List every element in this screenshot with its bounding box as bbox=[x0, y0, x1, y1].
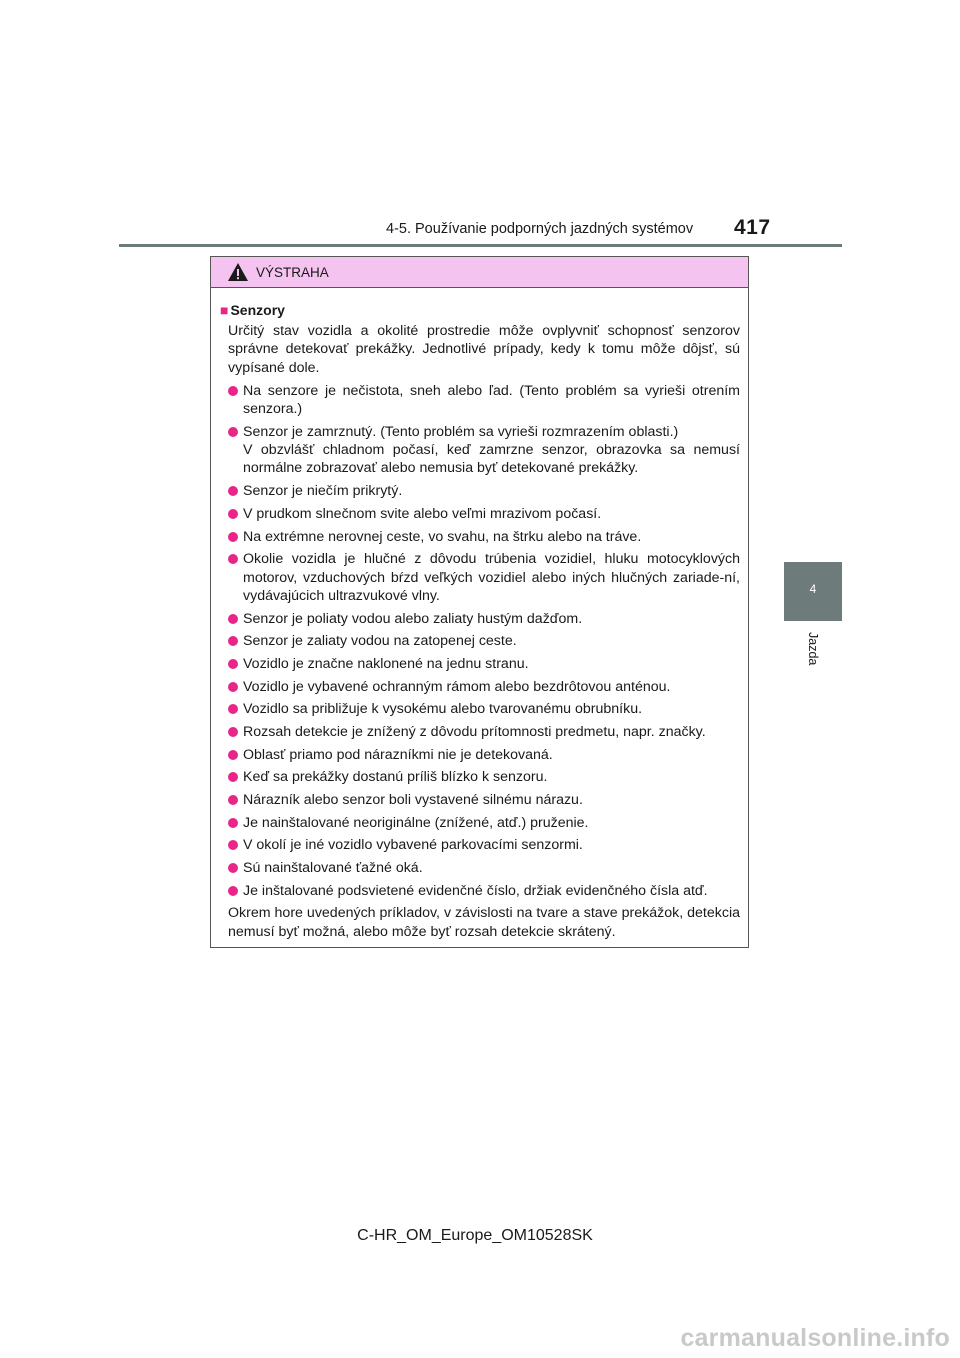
list-item bbox=[228, 768, 740, 786]
bullet-dot-icon bbox=[228, 727, 238, 737]
warning-body bbox=[211, 288, 748, 941]
section-title: 4-5. Používanie podporných jazdných systémov bbox=[386, 221, 694, 237]
intro-paragraph: Určitý stav vozidla a okolité prostredie môže ovplyvniť schopnosť senzorov správne detekovať prekážky. Jednotlivé prípady, kedy k tomu môže dôjsť, sú vypísané dole. bbox=[228, 323, 740, 376]
section-heading bbox=[220, 301, 740, 319]
bullet-dot-icon bbox=[228, 863, 238, 873]
list-item bbox=[228, 423, 740, 478]
bullet-dot-icon bbox=[228, 818, 238, 828]
list-item-text: Oblasť priamo pod nárazníkmi nie je detekovaná. bbox=[243, 746, 553, 763]
bullet-dot-icon bbox=[228, 614, 238, 624]
bullet-dot-icon bbox=[228, 772, 238, 782]
list-item-text: Okolie vozidla je hlučné z dôvodu trúbenia vozidiel, hluku motocyklových motorov, vzduchových bŕzd veľkých vozidiel alebo iných hlučných zariade-ní, vydávajúcich ultrazvukové vlny. bbox=[243, 551, 740, 604]
list-item bbox=[228, 836, 740, 854]
list-item-text: Vozidlo je značne naklonené na jednu stranu. bbox=[243, 655, 529, 672]
list-item-subtext: V obzvlášť chladnom počasí, keď zamrzne senzor, obrazovka sa nemusí normálne zobrazovať alebo nemusia byť detekované prekážky. bbox=[243, 442, 740, 477]
bullet-dot-icon bbox=[228, 795, 238, 805]
header-divider bbox=[119, 244, 842, 247]
section-heading-text: Senzory bbox=[230, 302, 285, 318]
list-item-text: Je nainštalované neoriginálne (znížené, atď.) pruženie. bbox=[243, 814, 589, 831]
list-item bbox=[228, 700, 740, 718]
list-item bbox=[228, 550, 740, 605]
list-item-text: Senzor je poliaty vodou alebo zaliaty hustým dažďom. bbox=[243, 610, 583, 627]
document-code bbox=[0, 1227, 960, 1245]
list-item bbox=[228, 859, 740, 877]
list-item-text: Keď sa prekážky dostanú príliš blízko k senzoru. bbox=[243, 769, 548, 786]
list-item-text: V okolí je iné vozidlo vybavené parkovacími senzormi. bbox=[243, 837, 583, 854]
bullet-dot-icon bbox=[228, 509, 238, 519]
list-item-text: Nárazník alebo senzor boli vystavené silnému nárazu. bbox=[243, 792, 583, 808]
bullet-dot-icon bbox=[228, 427, 238, 437]
bullet-dot-icon bbox=[228, 386, 238, 396]
chapter-label bbox=[796, 632, 830, 682]
list-item-text: Vozidlo sa približuje k vysokému alebo tvarovanému obrubníku. bbox=[243, 701, 643, 718]
bullet-dot-icon bbox=[228, 486, 238, 496]
list-item bbox=[228, 610, 740, 628]
list-item bbox=[228, 882, 740, 900]
bullet-dot-icon bbox=[228, 636, 238, 646]
bullet-dot-icon bbox=[228, 886, 238, 896]
warning-title: VÝSTRAHA bbox=[256, 264, 329, 280]
list-item-text: Senzor je zaliaty vodou na zatopenej ceste. bbox=[243, 633, 517, 650]
list-item bbox=[228, 791, 740, 809]
chapter-tab bbox=[784, 562, 842, 621]
list-item-text: Sú nainštalované ťažné oká. bbox=[243, 860, 423, 877]
bullet-dot-icon bbox=[228, 659, 238, 669]
list-item-text: Na extrémne nerovnej ceste, vo svahu, na štrku alebo na tráve. bbox=[243, 528, 642, 545]
list-item-text: Je inštalované podsvietené evidenčné číslo, držiak evidenčného čísla atď. bbox=[243, 882, 708, 899]
chapter-label-text: Jazda bbox=[806, 632, 820, 666]
list-item-text: Senzor je niečím prikrytý. bbox=[243, 483, 403, 500]
chapter-number: 4 bbox=[809, 582, 817, 596]
bullet-dot-icon bbox=[228, 840, 238, 850]
document-code-text: C-HR_OM_Europe_OM10528SK bbox=[357, 1227, 593, 1244]
list-item bbox=[228, 382, 740, 419]
watermark: carmanualsonline.info bbox=[680, 1324, 950, 1352]
bullet-dot-icon bbox=[228, 554, 238, 564]
bullet-dot-icon bbox=[228, 750, 238, 760]
list-item bbox=[228, 482, 740, 500]
warning-box bbox=[210, 256, 749, 948]
list-item-text: Senzor je zamrznutý. (Tento problém sa vyrieši rozmrazením oblasti.) bbox=[243, 423, 679, 440]
list-item-text: Vozidlo je vybavené ochranným rámom alebo bezdrôtovou anténou. bbox=[243, 678, 671, 695]
bullet-dot-icon bbox=[228, 682, 238, 692]
list-item bbox=[228, 655, 740, 673]
list-item-text: V prudkom slnečnom svite alebo veľmi mrazivom počasí. bbox=[243, 505, 602, 522]
warning-header bbox=[211, 257, 748, 288]
list-item bbox=[228, 528, 740, 546]
list-item bbox=[228, 723, 740, 741]
list-item bbox=[228, 814, 740, 832]
bullet-list bbox=[220, 382, 740, 900]
outro-paragraph: Okrem hore uvedených príkladov, v závislosti na tvare a stave prekážok, detekcia nemusí byť možná, alebo môže byť rozsah detekcie skrátený. bbox=[228, 905, 740, 940]
list-item bbox=[228, 746, 740, 764]
list-item bbox=[228, 505, 740, 523]
list-item bbox=[228, 632, 740, 650]
list-item bbox=[228, 678, 740, 696]
page-number: 417 bbox=[734, 216, 771, 239]
list-item-text: Na senzore je nečistota, sneh alebo ľad. (Tento problém sa vyrieši otrením senzora.) bbox=[243, 382, 740, 418]
bullet-dot-icon bbox=[228, 532, 238, 542]
warning-triangle-icon bbox=[227, 262, 249, 282]
square-bullet-icon: ■ bbox=[220, 302, 229, 318]
list-item-text: Rozsah detekcie je znížený z dôvodu prítomnosti predmetu, napr. značky. bbox=[243, 723, 706, 740]
bullet-dot-icon bbox=[228, 704, 238, 714]
